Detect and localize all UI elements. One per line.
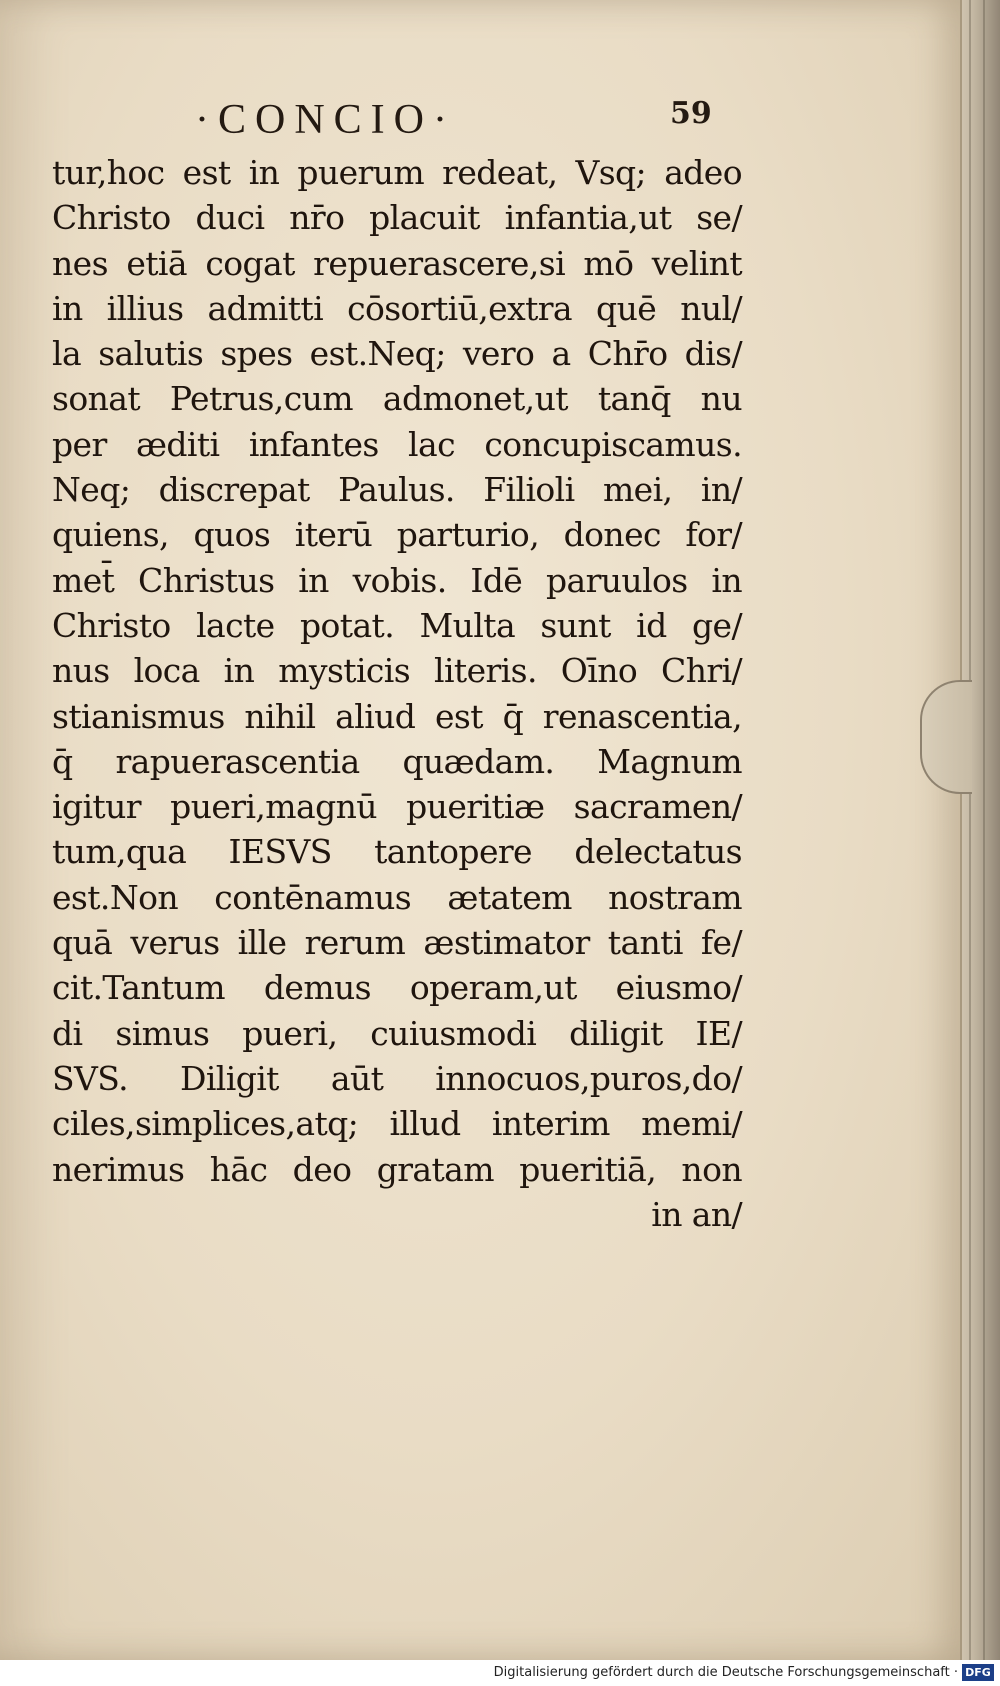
text-line: la salutis spes est.Neq; vero a Chr̄o dis/ — [52, 334, 742, 374]
text-line: nerimus hāc deo gratam pueritiā, non — [52, 1149, 742, 1189]
text-line: ciles,simplices,atq; illud interim memi/ — [52, 1104, 742, 1144]
running-title: ·CONCIO· — [195, 97, 456, 143]
text-line: cit.Tantum demus operam,ut eiusmo/ — [52, 968, 742, 1008]
text-line: igitur pueri,magnū pueritiæ sacramen/ — [52, 787, 742, 827]
funding-credit: Digitalisierung gefördert durch die Deutsche Forschungsgemeinschaft · — [493, 1665, 958, 1680]
text-line: sonat Petrus,cum admonet,ut tanq̄ nu — [52, 379, 742, 419]
text-line: stianismus nihil aliud est q̄ renascentia, — [52, 696, 742, 736]
text-line: tur,hoc est in puerum redeat, Vsq; adeo — [52, 153, 742, 192]
text-line: nes etiā cogat repuerascere,si mō velint — [52, 243, 742, 283]
text-line: in illius admitti cōsortiū,extra quē nul/ — [52, 288, 742, 328]
digitization-footer — [0, 1660, 1000, 1686]
text-line: tum,qua IESVS tantopere delectatus — [52, 832, 742, 872]
book-clasp-tab — [920, 680, 972, 794]
text-line: quiens, quos iterū parturio, donec for/ — [52, 515, 742, 555]
text-line: met̄ Christus in vobis. Idē paruulos in — [52, 560, 742, 600]
text-line: Neq; discrepat Paulus. Filioli mei, in/ — [52, 470, 742, 510]
running-head — [140, 96, 780, 148]
text-line: per æditi infantes lac concupiscamus. — [52, 424, 742, 464]
dfg-logo: DFG — [962, 1664, 994, 1681]
text-line: Christo lacte potat. Multa sunt id ge/ — [52, 605, 742, 645]
text-line: SVS. Diligit aūt innocuos,puros,do/ — [52, 1058, 742, 1098]
catchword: in an/ — [651, 1194, 742, 1234]
text-line: q̄ rapuerascentia quædam. Magnum — [52, 741, 742, 781]
text-line: nus loca in mysticis literis. Oīno Chri/ — [52, 651, 742, 691]
page-edge-line — [969, 0, 971, 1660]
text-line: quā verus ille rerum æstimator tanti fe/ — [52, 923, 742, 963]
bleed-through-text — [775, 320, 925, 430]
text-line: Christo duci nr̄o placuit infantia,ut se/ — [52, 198, 742, 238]
folio-number: 59 — [670, 96, 712, 131]
text-line: est.Non contēnamus ætatem nostram — [52, 877, 742, 917]
text-block — [52, 150, 742, 1237]
text-line: di simus pueri, cuiusmodi diligit IE/ — [52, 1013, 742, 1053]
page-edge-line — [983, 0, 985, 1660]
